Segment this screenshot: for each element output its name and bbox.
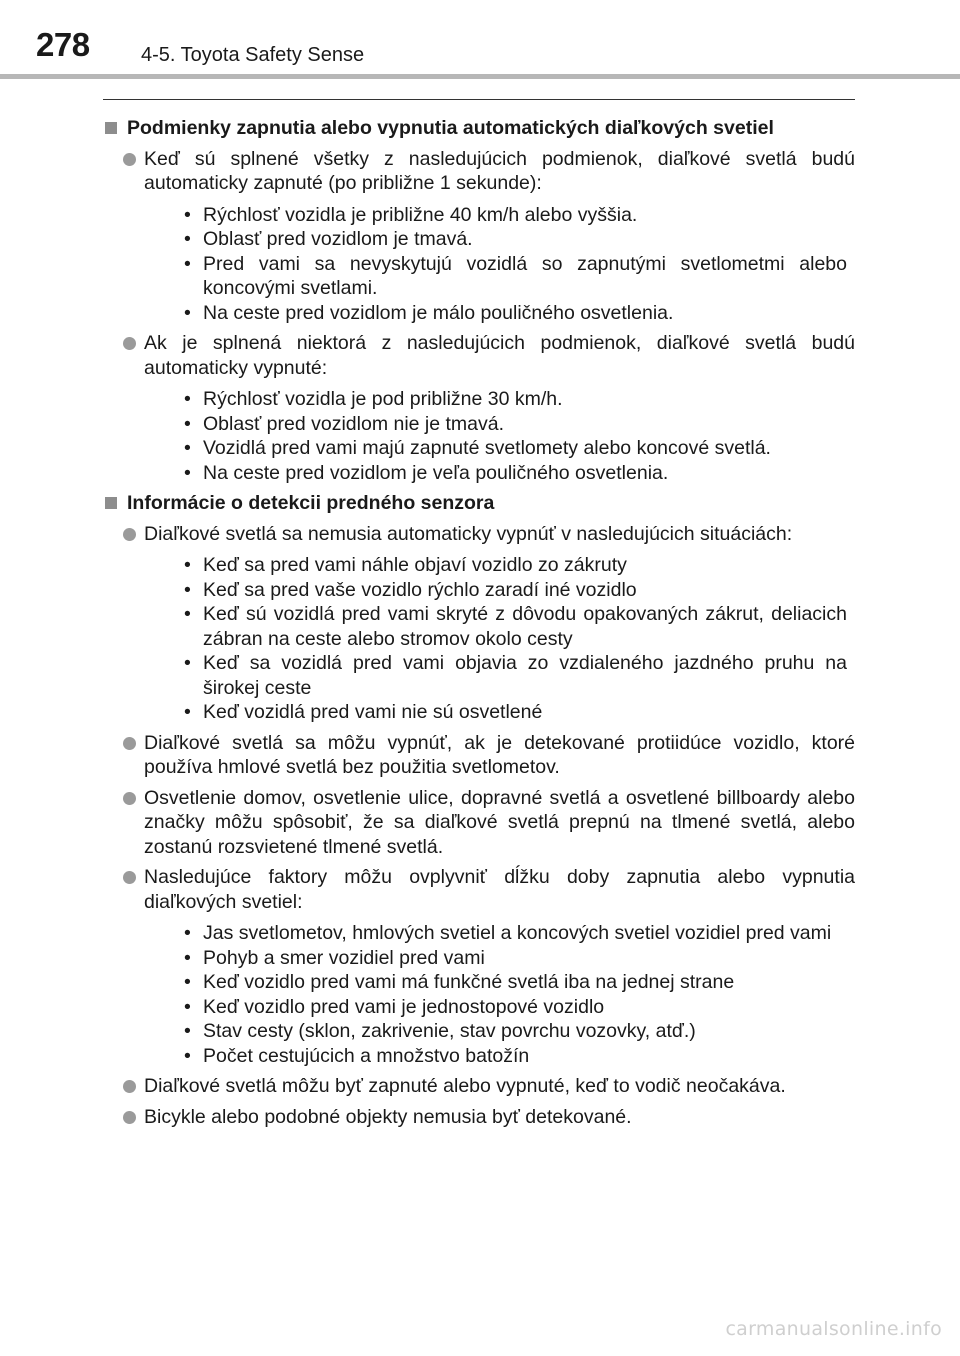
circle-bullet-icon xyxy=(123,153,136,166)
list-item xyxy=(103,147,855,326)
bullet-dot-icon: • xyxy=(184,437,191,459)
sub-bullet-text: Keď sú vozidlá pred vami skryté z dôvodu opakovaných zákrut, deliacich zábran na ceste alebo stromov okolo cesty xyxy=(203,603,847,650)
section-heading-text: Informácie o detekcii predného senzora xyxy=(127,492,495,514)
list-item-text: Diaľkové svetlá sa môžu vypnúť, ak je detekované protiidúce vozidlo, ktoré používa hmlové svetlá bez použitia svetlometov. xyxy=(144,731,855,778)
bullet-dot-icon: • xyxy=(184,946,191,969)
sub-bullet-item xyxy=(144,946,855,971)
sub-bullet-item xyxy=(144,412,855,437)
sub-bullet-text: Keď vozidlo pred vami má funkčné svetlá iba na jednej strane xyxy=(203,971,735,993)
bullet-dot-icon: • xyxy=(184,922,191,944)
section-heading xyxy=(103,491,855,516)
sub-bullet-item xyxy=(144,387,855,412)
page-number: 278 xyxy=(36,26,90,63)
page-content xyxy=(103,110,855,1129)
sub-bullet-text: Keď sa pred vami náhle objaví vozidlo zo zákruty xyxy=(203,554,627,576)
list-item-text: Keď sú splnené všetky z nasledujúcich podmienok, diaľkové svetlá budú automaticky zapnuté (po približne 1 sekunde): xyxy=(144,147,855,194)
sub-bullet-list xyxy=(144,387,855,485)
list-item xyxy=(103,522,855,725)
bullet-dot-icon: • xyxy=(184,412,191,435)
circle-bullet-icon xyxy=(123,528,136,541)
list-item xyxy=(103,331,855,485)
list-item-text: Osvetlenie domov, osvetlenie ulice, dopravné svetlá a osvetlené billboardy alebo značky môžu spôsobiť, že sa diaľkové svetlá prepnú na tlmené svetlá, alebo zostanú rozsvietené tlmené svetlá. xyxy=(144,786,855,858)
sub-bullet-text: Keď vozidlo pred vami je jednostopové vozidlo xyxy=(203,995,605,1018)
bullet-dot-icon: • xyxy=(184,252,191,275)
sub-bullet-text: Vozidlá pred vami majú zapnuté svetlomety alebo koncové svetlá. xyxy=(203,437,771,459)
sub-bullet-text: Jas svetlometov, hmlových svetiel a koncových svetiel vozidiel pred vami xyxy=(203,922,832,944)
sub-bullet-item xyxy=(144,436,855,461)
list-item-text: Nasledujúce faktory môžu ovplyvniť dĺžku doby zapnutia alebo vypnutia diaľkových svetiel: xyxy=(144,866,855,913)
sub-bullet-item xyxy=(144,970,855,995)
bullet-dot-icon: • xyxy=(184,1044,191,1067)
circle-bullet-icon xyxy=(123,1080,136,1093)
sub-bullet-text: Počet cestujúcich a množstvo batožín xyxy=(203,1044,530,1067)
circle-bullet-icon xyxy=(123,792,136,805)
sub-bullet-text: Oblasť pred vozidlom je tmavá. xyxy=(203,228,473,250)
chapter-title: 4-5. Toyota Safety Sense xyxy=(141,44,365,66)
sub-bullet-item xyxy=(144,1019,855,1044)
square-bullet-icon xyxy=(105,497,117,509)
sub-bullet-text: Na ceste pred vozidlom je málo pouličného osvetlenia. xyxy=(203,301,674,324)
list-item xyxy=(103,1105,855,1130)
sub-bullet-item xyxy=(144,553,855,578)
circle-bullet-icon xyxy=(123,737,136,750)
bullet-dot-icon: • xyxy=(184,388,191,410)
sub-bullet-list xyxy=(144,921,855,1068)
bullet-dot-icon: • xyxy=(184,1020,191,1042)
bullet-dot-icon: • xyxy=(184,301,191,324)
sub-bullet-text: Keď sa vozidlá pred vami objavia zo vzdialeného jazdného pruhu na širokej ceste xyxy=(203,652,847,699)
section-rule xyxy=(103,99,855,100)
sub-bullet-list xyxy=(144,553,855,725)
list-item xyxy=(103,865,855,1068)
sub-bullet-text: Pohyb a smer vozidiel pred vami xyxy=(203,946,485,969)
circle-bullet-icon xyxy=(123,1111,136,1124)
sub-bullet-text: Oblasť pred vozidlom nie je tmavá. xyxy=(203,412,505,435)
section-heading-text: Podmienky zapnutia alebo vypnutia automatických diaľkových svetiel xyxy=(127,117,774,139)
list-item-text: Bicykle alebo podobné objekty nemusia byť detekované. xyxy=(144,1105,632,1128)
sub-bullet-item xyxy=(144,700,855,725)
sub-bullet-text: Stav cesty (sklon, zakrivenie, stav povrchu vozovky, atď.) xyxy=(203,1020,696,1042)
sub-bullet-text: Keď vozidlá pred vami nie sú osvetlené xyxy=(203,701,543,723)
bullet-dot-icon: • xyxy=(184,203,191,226)
circle-bullet-icon xyxy=(123,337,136,350)
bullet-dot-icon: • xyxy=(184,652,191,674)
sub-bullet-list xyxy=(144,203,855,326)
header-divider xyxy=(0,74,960,79)
sub-bullet-item xyxy=(144,1044,855,1069)
sub-bullet-text: Na ceste pred vozidlom je veľa pouličného osvetlenia. xyxy=(203,461,669,484)
circle-bullet-icon xyxy=(123,871,136,884)
bullet-dot-icon: • xyxy=(184,578,191,601)
watermark: carmanualsonline.info xyxy=(725,1318,942,1340)
sub-bullet-item xyxy=(144,227,855,252)
sub-bullet-item xyxy=(144,252,855,301)
list-item xyxy=(103,1074,855,1099)
sub-bullet-item xyxy=(144,301,855,326)
sub-bullet-item xyxy=(144,203,855,228)
list-item-text: Diaľkové svetlá môžu byť zapnuté alebo vypnuté, keď to vodič neočakáva. xyxy=(144,1075,786,1097)
sub-bullet-item xyxy=(144,578,855,603)
sub-bullet-item xyxy=(144,602,855,651)
bullet-dot-icon: • xyxy=(184,461,191,484)
square-bullet-icon xyxy=(105,122,117,134)
sub-bullet-text: Keď sa pred vaše vozidlo rýchlo zaradí iné vozidlo xyxy=(203,578,637,601)
sub-bullet-text: Rýchlosť vozidla je pod približne 30 km/h. xyxy=(203,388,563,410)
sub-bullet-item xyxy=(144,921,855,946)
sub-bullet-text: Rýchlosť vozidla je približne 40 km/h alebo vyššia. xyxy=(203,203,638,226)
list-item xyxy=(103,731,855,780)
bullet-dot-icon: • xyxy=(184,701,191,723)
sub-bullet-item xyxy=(144,995,855,1020)
sub-bullet-text: Pred vami sa nevyskytujú vozidlá so zapnutými svetlometmi alebo koncovými svetlami. xyxy=(203,252,847,299)
sub-bullet-item xyxy=(144,461,855,486)
bullet-dot-icon: • xyxy=(184,995,191,1018)
list-item-text: Ak je splnená niektorá z nasledujúcich podmienok, diaľkové svetlá budú automaticky vypnuté: xyxy=(144,332,855,379)
bullet-dot-icon: • xyxy=(184,603,191,625)
bullet-dot-icon: • xyxy=(184,971,191,993)
sub-bullet-item xyxy=(144,651,855,700)
page-header xyxy=(0,0,960,78)
list-item-text: Diaľkové svetlá sa nemusia automaticky vypnúť v nasledujúcich situáciách: xyxy=(144,522,793,545)
section-heading xyxy=(103,116,855,141)
bullet-dot-icon: • xyxy=(184,228,191,250)
bullet-dot-icon: • xyxy=(184,554,191,576)
list-item xyxy=(103,786,855,860)
